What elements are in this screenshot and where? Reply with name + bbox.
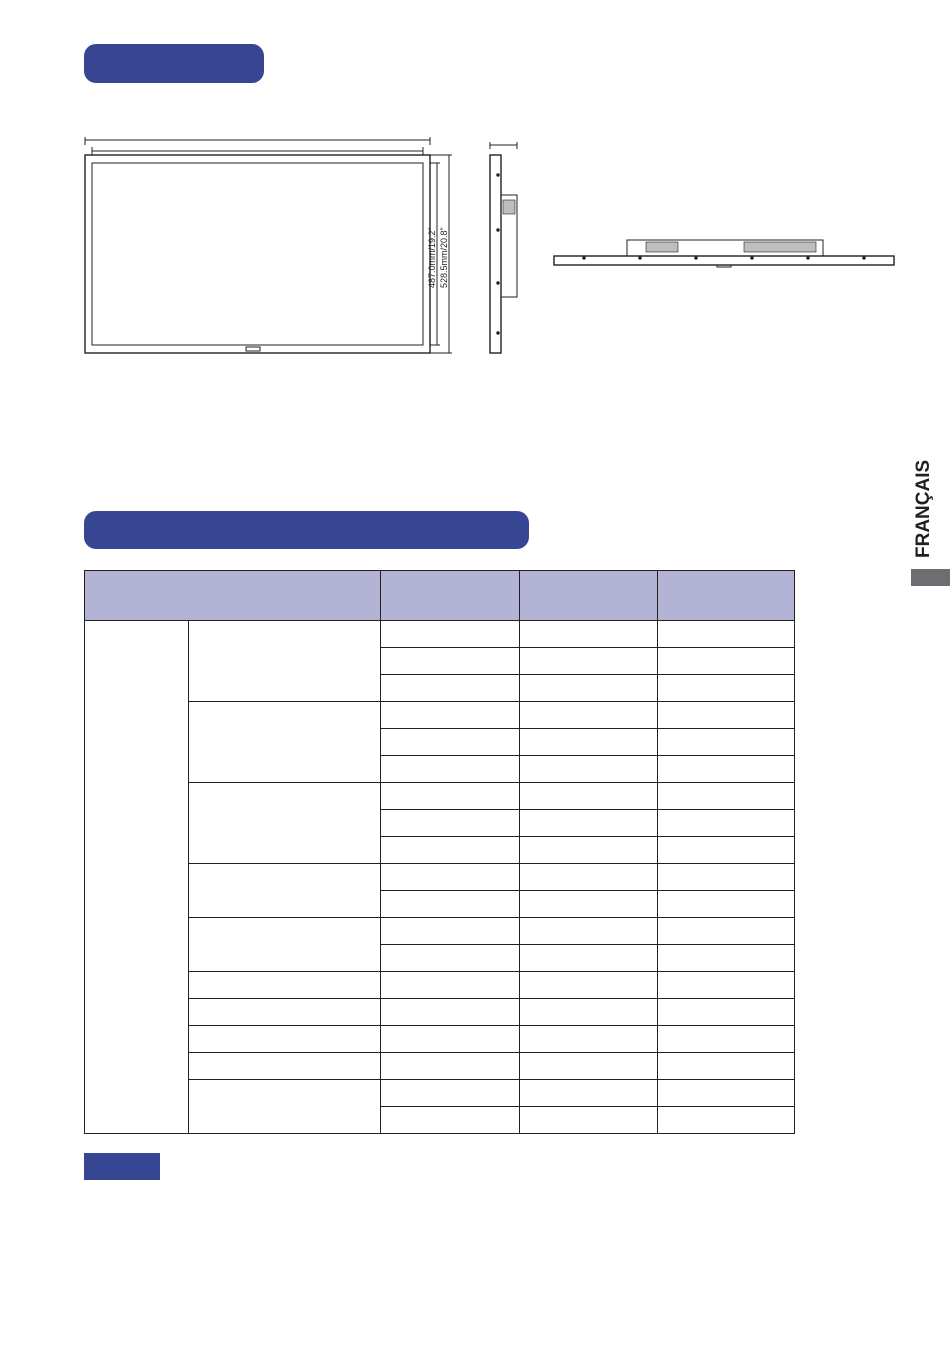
table-cell [189,621,381,702]
table-cell [381,675,520,702]
table-row [85,864,795,891]
language-tab-label [903,460,943,560]
table-cell [189,999,381,1026]
table-cell [381,999,520,1026]
table-cell [381,918,520,945]
table-cell [658,729,795,756]
table-cell [85,621,189,1134]
table-cell [381,1053,520,1080]
table-body [85,621,795,1134]
table-row [85,1080,795,1107]
table-cell [520,864,658,891]
table-cell [658,864,795,891]
table-cell [520,918,658,945]
table-cell [520,1026,658,1053]
table-cell [381,891,520,918]
note-tag [84,1153,160,1180]
table-cell [381,1026,520,1053]
table-header-cell [381,571,520,621]
table-cell [381,945,520,972]
table-row [85,1053,795,1080]
table-cell [658,810,795,837]
height-dimension-inner: 487.0mm/19.2" [427,227,437,288]
table-cell [520,729,658,756]
table-cell [658,621,795,648]
side-view-drawing [490,142,517,353]
table-cell [658,675,795,702]
table-cell [381,1080,520,1107]
table-row [85,621,795,648]
table-cell [381,864,520,891]
table-cell [381,621,520,648]
top-view-drawing [554,240,894,267]
table-cell [520,1107,658,1134]
table-header-cell [658,571,795,621]
table-row [85,999,795,1026]
height-dimension-outer: 528.5mm/20.8" [439,227,449,288]
table-cell [658,891,795,918]
table-cell [381,648,520,675]
table-cell [520,702,658,729]
table-cell [381,729,520,756]
table-cell [520,891,658,918]
table-header-row [85,571,795,621]
language-label-text: FRANÇAIS [913,460,934,558]
table-row [85,783,795,810]
table-cell [520,837,658,864]
table-cell [520,756,658,783]
table-cell [658,1026,795,1053]
table-cell [189,918,381,972]
table-cell [520,810,658,837]
table-cell [381,756,520,783]
table-cell [520,783,658,810]
table-header-cell [520,571,658,621]
table-cell [658,999,795,1026]
table-cell [658,756,795,783]
table-cell [520,999,658,1026]
table-cell [658,837,795,864]
table-cell [520,675,658,702]
table-row [85,918,795,945]
table-row [85,1026,795,1053]
table-cell [520,1053,658,1080]
table-cell [658,945,795,972]
table-cell [658,648,795,675]
table-row [85,972,795,999]
table-cell [658,1053,795,1080]
table-cell [381,783,520,810]
table-cell [658,918,795,945]
table-cell [381,837,520,864]
table-cell [189,864,381,918]
table-cell [189,783,381,864]
language-tab-marker [911,569,950,586]
table-cell [381,702,520,729]
table-cell [658,783,795,810]
table-cell [520,1080,658,1107]
table-cell [189,702,381,783]
table-cell [189,1080,381,1134]
table-cell [658,702,795,729]
table-cell [189,1026,381,1053]
front-view-drawing [85,137,452,353]
table-cell [658,972,795,999]
table-cell [189,972,381,999]
table-cell [381,1107,520,1134]
timing-table [84,570,795,1134]
table-cell [381,810,520,837]
table-cell [189,1053,381,1080]
table-cell [520,945,658,972]
table-cell [381,972,520,999]
table-cell [658,1080,795,1107]
table-cell [658,1107,795,1134]
table-header-cell [85,571,381,621]
table-row [85,702,795,729]
timing-section-heading [84,511,529,549]
dimension-drawings [0,0,950,400]
table-cell [520,621,658,648]
table-cell [520,648,658,675]
table-cell [520,972,658,999]
